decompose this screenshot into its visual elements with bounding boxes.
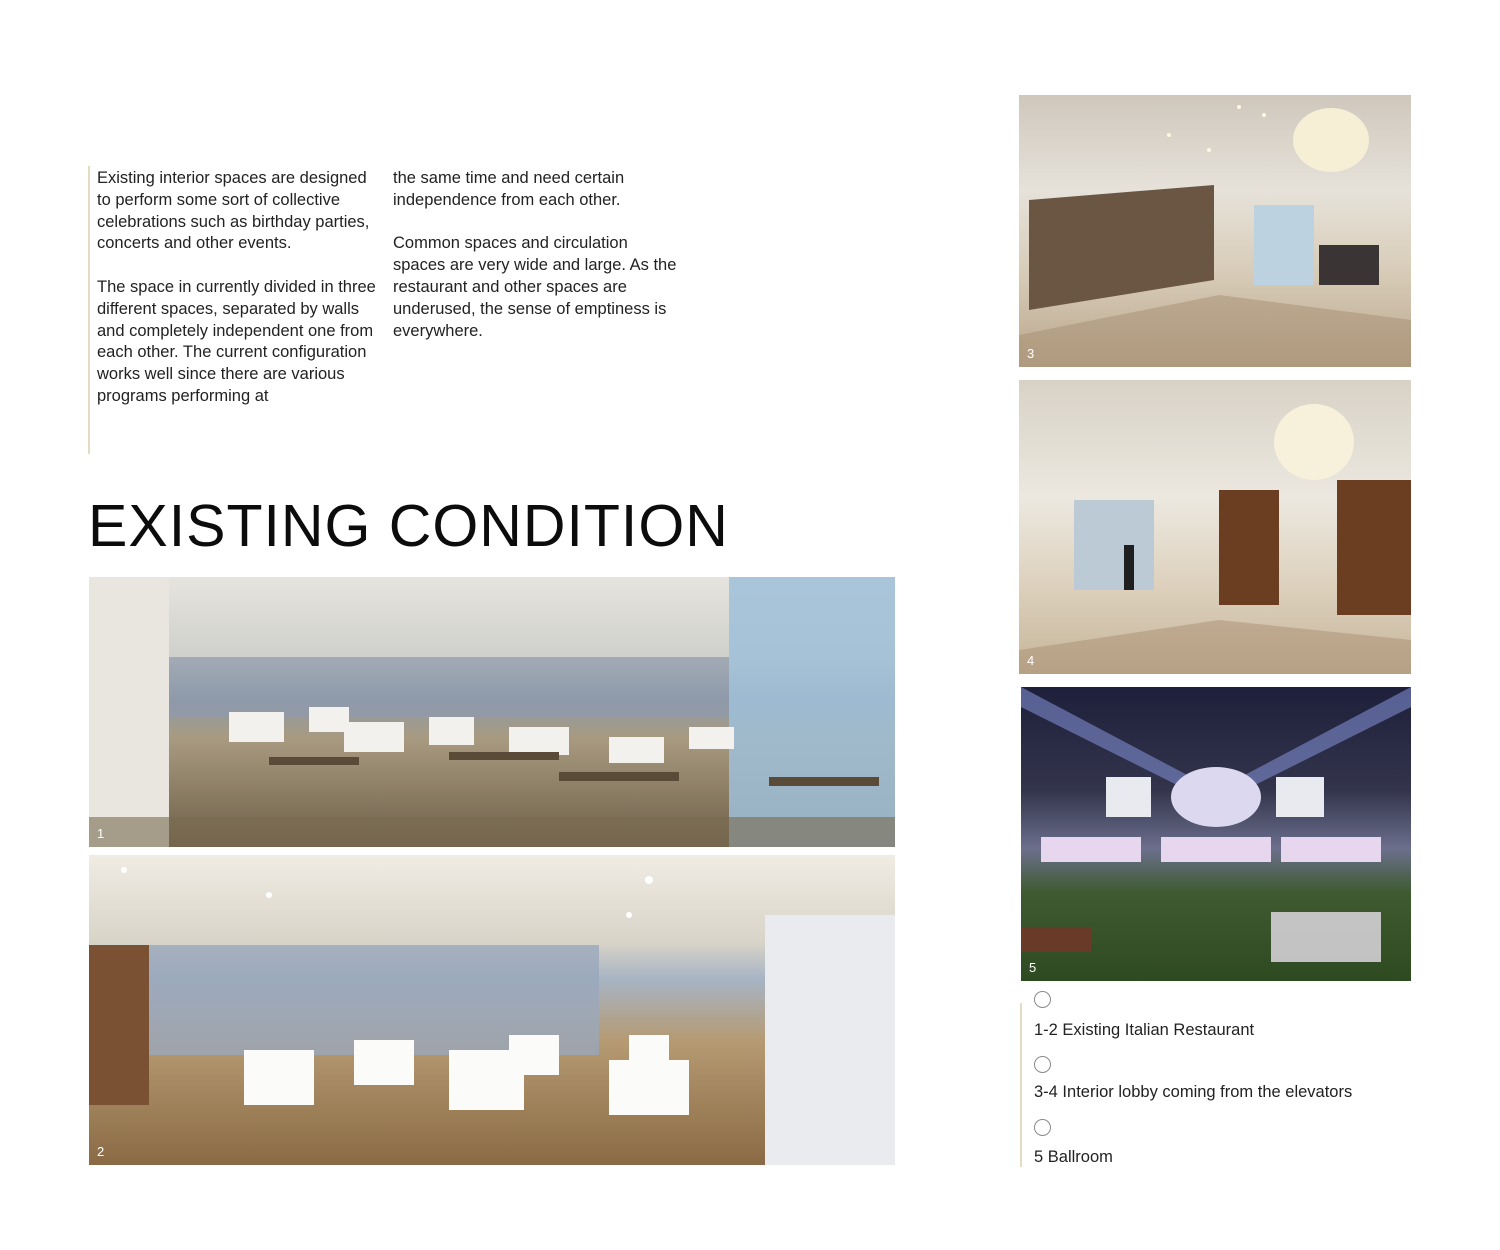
intro-column-1 [97,168,382,430]
photo-lobby-chandelier-1 [1019,95,1411,367]
legend-circle-icon [1034,991,1051,1008]
page-title: EXISTING CONDITION [88,493,729,559]
photo-number: 1 [97,826,105,841]
photo-number: 3 [1027,346,1035,361]
photo-restaurant-panorama-2 [89,855,895,1165]
intro-paragraph: The space in currently divided in three different spaces, separated by walls and completely independent one from each other. The current configuration works well since there are various programs performing at [97,277,376,405]
legend-circle-icon [1034,1056,1051,1073]
legend-label: 5 Ballroom [1034,1148,1113,1166]
photo-number: 5 [1029,960,1037,975]
photo-legend [1020,1003,1442,1167]
photo-lobby-chandelier-2 [1019,380,1411,674]
intro-paragraph: Common spaces and circulation spaces are very wide and large. As the restaurant and other spaces are underused, the sense of emptiness is everywhere. [393,234,677,340]
legend-circle-icon [1034,1119,1051,1136]
intro-column-2 [393,168,683,364]
legend-label: 1-2 Existing Italian Restaurant [1034,1021,1255,1039]
photo-number: 2 [97,1144,105,1159]
photo-restaurant-panorama-1 [89,577,895,847]
photo-number: 4 [1027,653,1035,668]
intro-accent-line [88,166,90,454]
legend-label: 3-4 Interior lobby coming from the elevators [1034,1083,1353,1101]
intro-paragraph: the same time and need certain independence from each other. [393,169,625,209]
photo-ballroom [1021,687,1411,981]
intro-paragraph: Existing interior spaces are designed to perform some sort of collective celebrations such as birthday parties, concerts and other events. [97,169,370,253]
